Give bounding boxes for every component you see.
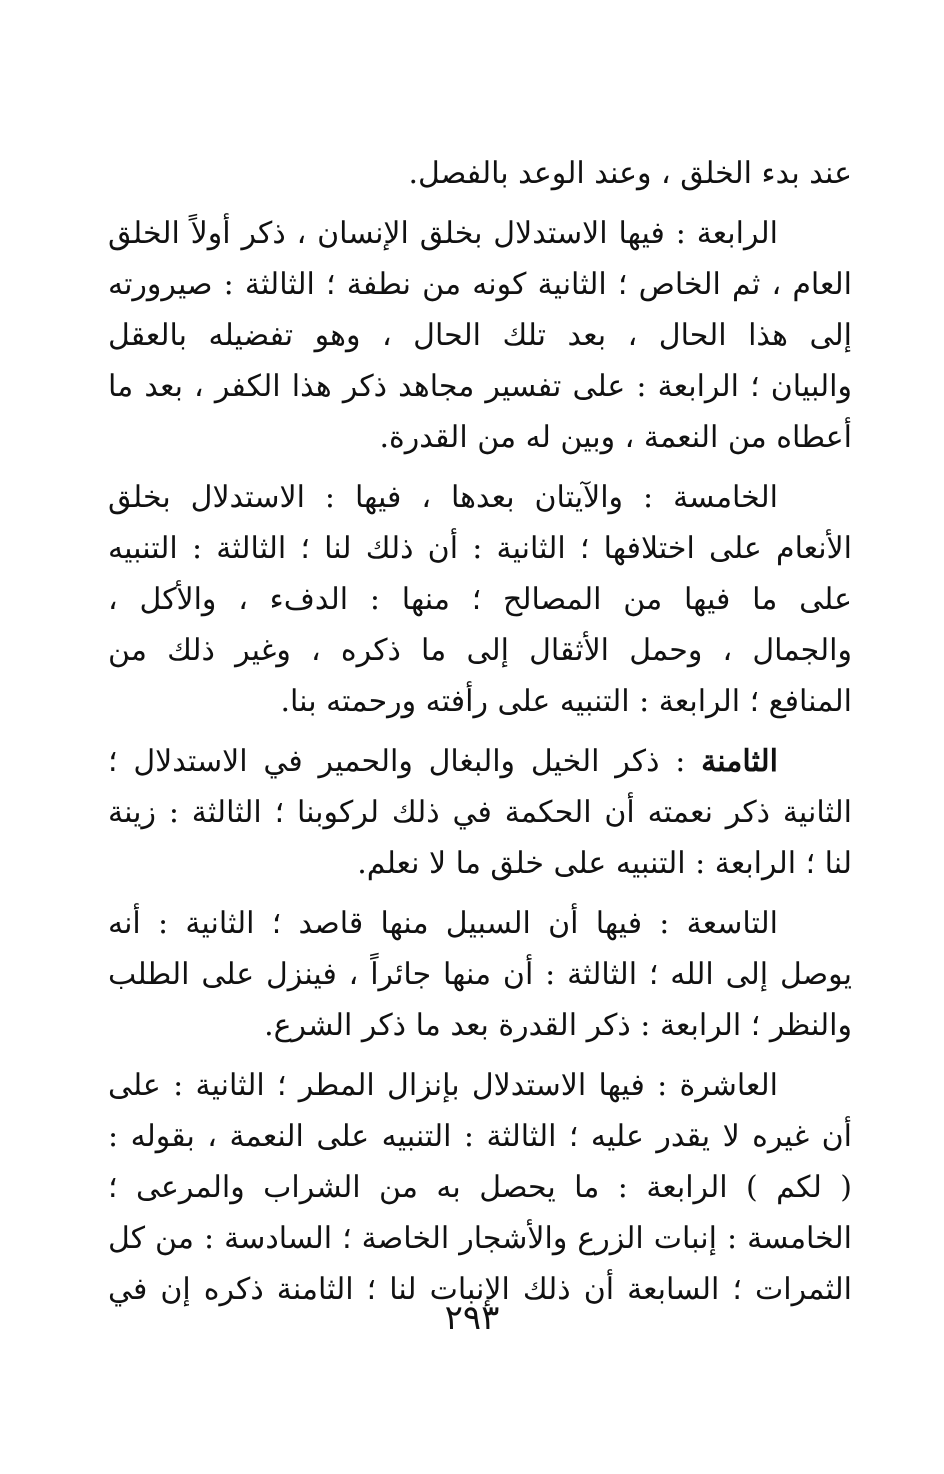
text-line [108, 736, 852, 787]
text-line: الثمرات ؛ السابعة أن ذلك الإنبات لنا ؛ الثامنة ذكره إن في [108, 1272, 852, 1307]
text-line: العاشرة : فيها الاستدلال بإنزال المطر ؛ الثانية : على [108, 1068, 778, 1103]
paragraph-4 [108, 736, 852, 889]
paragraph-3 [108, 472, 852, 727]
text-line: أن غيره لا يقدر عليه ؛ الثالثة : التنبيه على النعمة ، بقوله : [108, 1119, 852, 1154]
paragraph-6 [108, 1060, 852, 1315]
text-line: يوصل إلى الله ؛ الثالثة : أن منها جائراً ، فينزل على الطلب [108, 957, 852, 992]
text-line: الرابعة : فيها الاستدلال بخلق الإنسان ، ذكر أولاً الخلق [108, 216, 778, 251]
page-number: ٢٩٣ [444, 1298, 500, 1338]
paragraph-lead: الثامنة [701, 744, 778, 779]
text-line: أعطاه من النعمة ، وبين له من القدرة. [379, 420, 852, 455]
paragraph-1 [108, 148, 852, 199]
text-line: إلى هذا الحال ، بعد تلك الحال ، وهو تفضيله بالعقل [108, 318, 852, 353]
text-line: والنظر ؛ الرابعة : ذكر القدرة بعد ما ذكر الشرع. [264, 1008, 852, 1043]
text-line: الأنعام على اختلافها ؛ الثانية : أن ذلك لنا ؛ الثالثة : التنبيه [108, 531, 852, 566]
text-line: العام ، ثم الخاص ؛ الثانية كونه من نطفة ؛ الثالثة : صيرورته [108, 267, 852, 302]
body-text [108, 148, 852, 1324]
text-line: لنا ؛ الرابعة : التنبيه على خلق ما لا نعلم. [357, 846, 852, 881]
text-line: والجمال ، وحمل الأثقال إلى ما ذكره ، وغير ذلك من [108, 633, 852, 668]
paragraph-5 [108, 898, 852, 1051]
text-line: الخامسة : والآيتان بعدها ، فيها : الاستدلال بخلق [108, 480, 778, 515]
text-line: التاسعة : فيها أن السبيل منها قاصد ؛ الثانية : أنه [108, 906, 778, 941]
text-line-rest: : ذكر الخيل والبغال والحمير في الاستدلال ؛ [108, 744, 702, 779]
text-line: المنافع ؛ الرابعة : التنبيه على رأفته ورحمته بنا. [280, 684, 852, 719]
text-line: ( لكم ) الرابعة : ما يحصل به من الشراب والمرعى ؛ [108, 1170, 852, 1205]
text-line: والبيان ؛ الرابعة : على تفسير مجاهد ذكر هذا الكفر ، بعد ما [108, 369, 852, 404]
paragraph-2 [108, 208, 852, 463]
text-line: الخامسة : إنبات الزرع والأشجار الخاصة ؛ السادسة : من كل [108, 1221, 852, 1256]
text-line: على ما فيها من المصالح ؛ منها : الدفء ، والأكل ، [108, 582, 852, 617]
text-line: الثانية ذكر نعمته أن الحكمة في ذلك لركوبنا ؛ الثالثة : زينة [108, 795, 852, 830]
text-line: عند بدء الخلق ، وعند الوعد بالفصل. [408, 156, 852, 191]
